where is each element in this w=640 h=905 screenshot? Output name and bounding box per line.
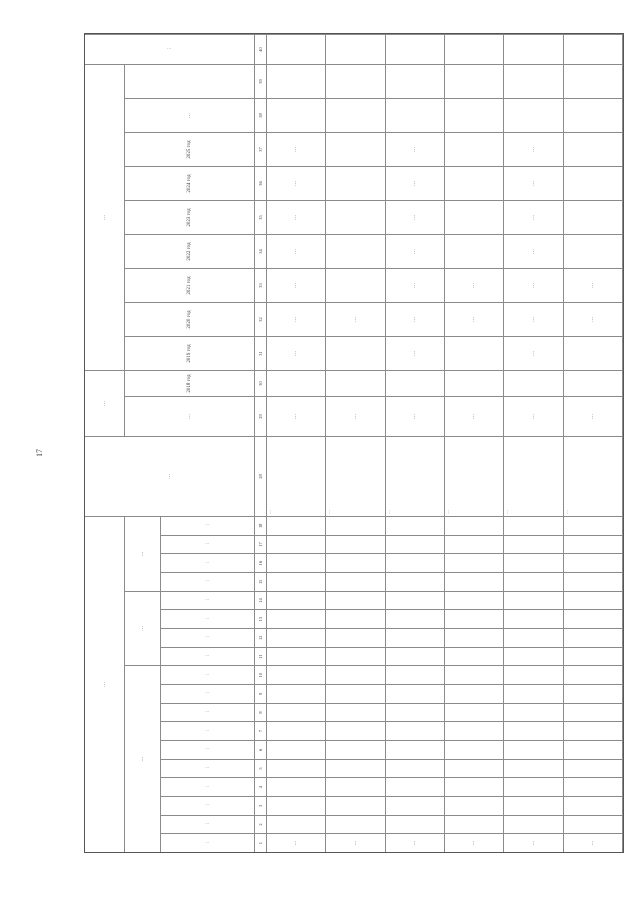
row-code-cell bbox=[504, 516, 563, 535]
column-number: 16 bbox=[255, 553, 267, 572]
row-code-cell bbox=[564, 572, 623, 591]
row-name: … bbox=[386, 436, 445, 516]
budget-table bbox=[84, 33, 624, 853]
row-code-cell bbox=[267, 609, 326, 628]
row-spacer bbox=[445, 64, 504, 98]
column-number: 9 bbox=[255, 684, 267, 703]
row-code-cell bbox=[386, 759, 445, 778]
row-unit: … bbox=[564, 396, 623, 436]
column-number: 15 bbox=[255, 572, 267, 591]
header-code-label-text: … bbox=[205, 523, 210, 529]
row-code-cell bbox=[267, 516, 326, 535]
row-code-cell bbox=[504, 609, 563, 628]
row-code-cell bbox=[504, 535, 563, 554]
row-code-cell bbox=[326, 609, 385, 628]
column-number: 31 bbox=[255, 336, 267, 370]
row-code-cell bbox=[386, 796, 445, 815]
row-code-cell bbox=[326, 516, 385, 535]
header-code-label-text: … bbox=[205, 560, 210, 566]
row-year-value bbox=[445, 200, 504, 234]
row-code-cell bbox=[386, 665, 445, 684]
row-year-value: … bbox=[564, 302, 623, 336]
row-year-value: … bbox=[386, 166, 445, 200]
row-code-cell bbox=[267, 591, 326, 610]
header-year: 2021 год bbox=[125, 268, 255, 302]
header-year: 2020 год bbox=[125, 302, 255, 336]
header-responsible-text: … bbox=[167, 47, 172, 53]
row-code-cell bbox=[267, 759, 326, 778]
row-year-value: … bbox=[386, 132, 445, 166]
header-codes-sub-b: … bbox=[125, 591, 161, 666]
row-code-cell bbox=[564, 703, 623, 722]
row-code-cell bbox=[564, 535, 623, 554]
row-code-cell bbox=[326, 703, 385, 722]
row-name: … bbox=[504, 436, 563, 516]
column-number: 12 bbox=[255, 628, 267, 647]
row-name: … bbox=[564, 436, 623, 516]
column-number: 13 bbox=[255, 609, 267, 628]
row-name: … bbox=[267, 436, 326, 516]
row-year-value: … bbox=[564, 268, 623, 302]
row-code-cell bbox=[445, 553, 504, 572]
header-code-label-text: … bbox=[205, 784, 210, 790]
header-year: 2023 год bbox=[125, 200, 255, 234]
row-code-cell bbox=[564, 815, 623, 834]
row-year-value bbox=[564, 200, 623, 234]
row-code-cell bbox=[445, 703, 504, 722]
page-number: 17 bbox=[35, 449, 44, 457]
row-responsible bbox=[445, 34, 504, 64]
column-number: 6 bbox=[255, 740, 267, 759]
header-code-label bbox=[161, 721, 255, 740]
row-year-value: … bbox=[267, 336, 326, 370]
row-base-year bbox=[326, 370, 385, 396]
row-spacer bbox=[386, 64, 445, 98]
row-code-cell bbox=[386, 572, 445, 591]
row-code-cell bbox=[267, 535, 326, 554]
row-year-value: … bbox=[445, 268, 504, 302]
row-code-cell bbox=[445, 591, 504, 610]
row-code-cell bbox=[564, 665, 623, 684]
row-code-cell bbox=[267, 777, 326, 796]
row-year-value: … bbox=[504, 268, 563, 302]
header-codes-sub-c: … bbox=[125, 516, 161, 591]
row-code-cell bbox=[326, 553, 385, 572]
row-name: … bbox=[326, 436, 385, 516]
row-code-cell bbox=[504, 628, 563, 647]
row-code-cell bbox=[564, 516, 623, 535]
row-code-cell bbox=[564, 777, 623, 796]
header-code-label bbox=[161, 703, 255, 722]
header-indicator-group: … bbox=[85, 370, 125, 436]
header-base-year: 2018 год bbox=[125, 370, 255, 396]
header-code-label-text: … bbox=[205, 710, 210, 716]
row-year-value: … bbox=[267, 234, 326, 268]
column-number: 3 bbox=[255, 796, 267, 815]
column-number: 7 bbox=[255, 721, 267, 740]
row-year-value bbox=[326, 234, 385, 268]
column-number: 38 bbox=[255, 98, 267, 132]
row-code-cell bbox=[386, 740, 445, 759]
row-code-cell bbox=[267, 684, 326, 703]
header-code-label bbox=[161, 777, 255, 796]
row-year-value: … bbox=[386, 200, 445, 234]
row-code-cell bbox=[504, 740, 563, 759]
row-code-cell bbox=[267, 796, 326, 815]
row-year-value bbox=[326, 200, 385, 234]
row-code-cell bbox=[504, 721, 563, 740]
row-base-year bbox=[564, 370, 623, 396]
header-code-label bbox=[161, 684, 255, 703]
row-total bbox=[386, 98, 445, 132]
row-code-cell bbox=[326, 721, 385, 740]
header-code-label bbox=[161, 591, 255, 610]
row-base-year bbox=[267, 370, 326, 396]
header-code-label bbox=[161, 516, 255, 535]
row-year-value: … bbox=[326, 302, 385, 336]
header-code-label-text: … bbox=[205, 747, 210, 753]
header-code-label-text: … bbox=[205, 728, 210, 734]
row-code-cell bbox=[386, 591, 445, 610]
row-code-cell bbox=[504, 703, 563, 722]
row-year-value: … bbox=[267, 166, 326, 200]
header-code-label-text: … bbox=[205, 822, 210, 828]
column-number: 37 bbox=[255, 132, 267, 166]
row-code-cell: … bbox=[564, 833, 623, 852]
row-year-value: … bbox=[267, 268, 326, 302]
row-year-value: … bbox=[504, 132, 563, 166]
row-unit: … bbox=[386, 396, 445, 436]
row-code-cell bbox=[267, 572, 326, 591]
header-code-label-text: … bbox=[205, 654, 210, 660]
row-code-cell bbox=[445, 740, 504, 759]
row-code-cell bbox=[445, 628, 504, 647]
row-code-cell bbox=[326, 815, 385, 834]
row-code-cell bbox=[386, 703, 445, 722]
row-code-cell bbox=[386, 777, 445, 796]
row-total bbox=[326, 98, 385, 132]
header-code-label-text: … bbox=[205, 635, 210, 641]
row-code-cell: … bbox=[445, 833, 504, 852]
row-code-cell bbox=[386, 628, 445, 647]
row-code-cell bbox=[564, 647, 623, 666]
row-code-cell bbox=[267, 703, 326, 722]
row-code-cell bbox=[504, 684, 563, 703]
column-number: 35 bbox=[255, 200, 267, 234]
row-unit: … bbox=[445, 396, 504, 436]
column-number: 4 bbox=[255, 777, 267, 796]
header-responsible bbox=[85, 34, 255, 64]
row-code-cell bbox=[267, 553, 326, 572]
document-page bbox=[84, 33, 624, 853]
row-code-cell bbox=[504, 572, 563, 591]
header-years-group: … bbox=[85, 64, 125, 370]
row-total bbox=[564, 98, 623, 132]
header-code-label bbox=[161, 647, 255, 666]
row-year-value: … bbox=[386, 268, 445, 302]
row-code-cell bbox=[445, 647, 504, 666]
row-unit: … bbox=[326, 396, 385, 436]
row-year-value bbox=[445, 132, 504, 166]
column-number: 14 bbox=[255, 591, 267, 610]
header-code-label bbox=[161, 628, 255, 647]
row-year-value: … bbox=[445, 302, 504, 336]
row-base-year bbox=[386, 370, 445, 396]
row-year-value bbox=[564, 166, 623, 200]
row-code-cell bbox=[445, 759, 504, 778]
row-year-value bbox=[445, 234, 504, 268]
row-year-value: … bbox=[267, 302, 326, 336]
row-total bbox=[267, 98, 326, 132]
row-code-cell bbox=[504, 796, 563, 815]
column-number: 18 bbox=[255, 516, 267, 535]
row-year-value bbox=[326, 268, 385, 302]
row-responsible bbox=[326, 34, 385, 64]
header-code-label bbox=[161, 665, 255, 684]
row-year-value bbox=[326, 336, 385, 370]
row-code-cell bbox=[326, 647, 385, 666]
row-code-cell bbox=[504, 777, 563, 796]
row-year-value bbox=[564, 234, 623, 268]
header-year: 2019 год bbox=[125, 336, 255, 370]
row-code-cell bbox=[267, 647, 326, 666]
row-code-cell bbox=[504, 759, 563, 778]
row-unit: … bbox=[267, 396, 326, 436]
row-code-cell bbox=[504, 647, 563, 666]
row-code-cell: … bbox=[504, 833, 563, 852]
row-code-cell bbox=[445, 796, 504, 815]
column-number: 5 bbox=[255, 759, 267, 778]
row-code-cell bbox=[326, 535, 385, 554]
row-code-cell bbox=[504, 665, 563, 684]
row-code-cell bbox=[445, 609, 504, 628]
row-code-cell bbox=[445, 815, 504, 834]
row-year-value: … bbox=[504, 234, 563, 268]
header-unit: … bbox=[125, 396, 255, 436]
row-year-value: … bbox=[504, 302, 563, 336]
row-code-cell bbox=[445, 684, 504, 703]
header-code-label bbox=[161, 553, 255, 572]
row-year-value bbox=[445, 166, 504, 200]
row-year-value: … bbox=[504, 336, 563, 370]
row-base-year bbox=[504, 370, 563, 396]
row-code-cell bbox=[445, 721, 504, 740]
row-code-cell bbox=[386, 815, 445, 834]
row-code-cell bbox=[386, 647, 445, 666]
row-year-value: … bbox=[267, 200, 326, 234]
column-number: 11 bbox=[255, 647, 267, 666]
row-code-cell bbox=[326, 796, 385, 815]
header-code-label-text: … bbox=[205, 766, 210, 772]
row-code-cell bbox=[564, 591, 623, 610]
header-name: … bbox=[85, 436, 255, 516]
row-code-cell bbox=[326, 628, 385, 647]
header-code-label bbox=[161, 535, 255, 554]
column-number: 33 bbox=[255, 268, 267, 302]
header-code-label bbox=[161, 609, 255, 628]
row-code-cell bbox=[386, 553, 445, 572]
column-number: 36 bbox=[255, 166, 267, 200]
row-code-cell bbox=[564, 796, 623, 815]
row-code-cell bbox=[386, 721, 445, 740]
row-year-value bbox=[326, 166, 385, 200]
column-number: 8 bbox=[255, 703, 267, 722]
row-code-cell bbox=[564, 553, 623, 572]
row-code-cell bbox=[504, 815, 563, 834]
header-code-label bbox=[161, 572, 255, 591]
row-code-cell: … bbox=[326, 833, 385, 852]
header-code-label bbox=[161, 815, 255, 834]
row-code-cell bbox=[564, 684, 623, 703]
row-year-value: … bbox=[267, 132, 326, 166]
column-number: 10 bbox=[255, 665, 267, 684]
column-number: 30 bbox=[255, 370, 267, 396]
row-code-cell bbox=[445, 516, 504, 535]
row-responsible bbox=[564, 34, 623, 64]
row-year-value: … bbox=[386, 302, 445, 336]
row-spacer bbox=[504, 64, 563, 98]
row-code-cell bbox=[267, 740, 326, 759]
row-code-cell bbox=[564, 759, 623, 778]
row-unit: … bbox=[504, 396, 563, 436]
row-code-cell bbox=[326, 684, 385, 703]
column-number: 32 bbox=[255, 302, 267, 336]
column-number: 1 bbox=[255, 833, 267, 852]
header-code-label-text: … bbox=[205, 542, 210, 548]
header-year: 2024 год bbox=[125, 166, 255, 200]
row-code-cell bbox=[267, 815, 326, 834]
row-spacer bbox=[267, 64, 326, 98]
header-code-label bbox=[161, 833, 255, 852]
row-code-cell bbox=[504, 591, 563, 610]
column-number: 34 bbox=[255, 234, 267, 268]
column-number: 2 bbox=[255, 815, 267, 834]
row-year-value: … bbox=[504, 200, 563, 234]
row-code-cell bbox=[564, 740, 623, 759]
row-responsible bbox=[386, 34, 445, 64]
column-number: 17 bbox=[255, 535, 267, 554]
row-code-cell bbox=[326, 740, 385, 759]
row-code-cell bbox=[267, 665, 326, 684]
row-code-cell bbox=[564, 609, 623, 628]
header-code-label-text: … bbox=[205, 598, 210, 604]
header-code-label bbox=[161, 740, 255, 759]
row-code-cell bbox=[326, 591, 385, 610]
row-code-cell bbox=[386, 535, 445, 554]
row-code-cell bbox=[386, 684, 445, 703]
header-year: 2022 год bbox=[125, 234, 255, 268]
row-year-value bbox=[326, 132, 385, 166]
row-spacer bbox=[326, 64, 385, 98]
header-codes-group: … bbox=[85, 516, 125, 852]
row-code-cell bbox=[386, 516, 445, 535]
row-responsible bbox=[504, 34, 563, 64]
row-code-cell bbox=[267, 721, 326, 740]
header-code-label-text: … bbox=[205, 579, 210, 585]
column-number: 28 bbox=[255, 436, 267, 516]
row-code-cell bbox=[564, 721, 623, 740]
row-code-cell bbox=[564, 628, 623, 647]
header-total: … bbox=[125, 98, 255, 132]
row-year-value: … bbox=[504, 166, 563, 200]
row-total bbox=[504, 98, 563, 132]
row-code-cell bbox=[504, 553, 563, 572]
row-year-value bbox=[445, 336, 504, 370]
row-base-year bbox=[445, 370, 504, 396]
header-code-label-text: … bbox=[205, 803, 210, 809]
row-responsible bbox=[267, 34, 326, 64]
row-code-cell bbox=[386, 609, 445, 628]
row-code-cell bbox=[445, 665, 504, 684]
row-year-value bbox=[564, 336, 623, 370]
header-spacer bbox=[125, 64, 255, 98]
column-number: 29 bbox=[255, 396, 267, 436]
row-code-cell bbox=[326, 665, 385, 684]
row-code-cell bbox=[267, 628, 326, 647]
row-year-value: … bbox=[386, 336, 445, 370]
header-code-label bbox=[161, 759, 255, 778]
column-number: 40 bbox=[255, 34, 267, 64]
header-year: 2025 год bbox=[125, 132, 255, 166]
row-code-cell: … bbox=[386, 833, 445, 852]
row-code-cell bbox=[445, 535, 504, 554]
header-code-label bbox=[161, 796, 255, 815]
row-code-cell bbox=[326, 572, 385, 591]
header-code-label-text: … bbox=[205, 616, 210, 622]
row-code-cell bbox=[326, 777, 385, 796]
row-code-cell bbox=[445, 572, 504, 591]
row-year-value bbox=[564, 132, 623, 166]
row-total bbox=[445, 98, 504, 132]
header-code-label-text: … bbox=[205, 840, 210, 846]
header-code-label-text: … bbox=[205, 691, 210, 697]
row-code-cell bbox=[326, 759, 385, 778]
header-codes-sub-a: … bbox=[125, 665, 161, 852]
row-year-value: … bbox=[386, 234, 445, 268]
header-code-label-text: … bbox=[205, 672, 210, 678]
column-number: 39 bbox=[255, 64, 267, 98]
row-code-cell: … bbox=[267, 833, 326, 852]
row-spacer bbox=[564, 64, 623, 98]
row-code-cell bbox=[445, 777, 504, 796]
row-name: … bbox=[445, 436, 504, 516]
